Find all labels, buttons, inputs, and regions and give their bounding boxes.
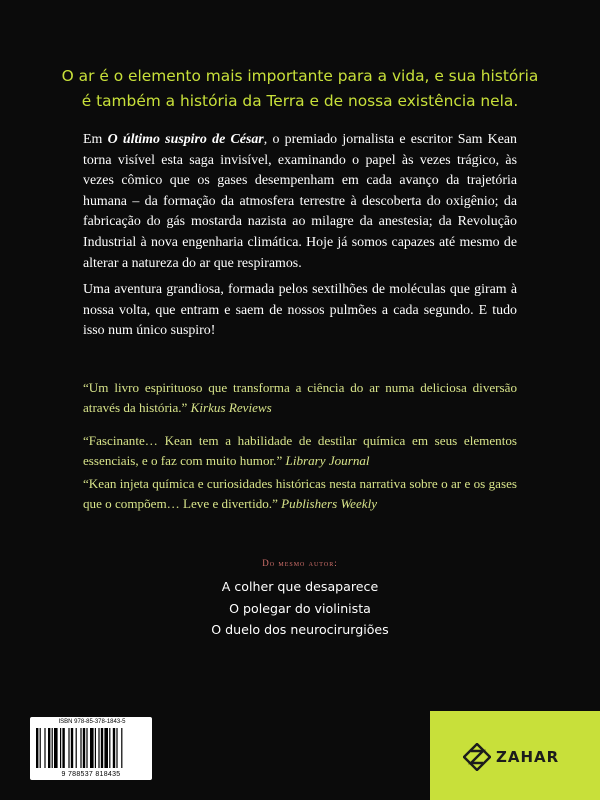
review-quote	[83, 474, 517, 514]
barcode-bar	[76, 728, 77, 768]
same-author-heading: Do mesmo autor:	[262, 558, 338, 568]
barcode-digits: 9 788537 818435	[61, 771, 121, 778]
barcode-bar	[80, 728, 81, 768]
review-source: Kirkus Reviews	[190, 400, 272, 415]
publisher-name: ZAHAR	[496, 748, 560, 766]
barcode-bar	[95, 728, 96, 768]
barcode-bar	[62, 728, 64, 768]
other-book-title: O polegar do violinista	[229, 600, 371, 616]
barcode-bar	[104, 728, 108, 768]
barcode-bar	[52, 728, 53, 768]
barcode-bar	[44, 728, 45, 768]
synopsis-paragraph-1	[83, 130, 517, 274]
other-book-title: A colher que desaparece	[221, 579, 379, 594]
review-text: “Fascinante… Kean tem a habilidade de destilar química em seus elementos essenciais, e o faz com muito humor.”	[83, 433, 517, 468]
paragraph-text: , o premiado jornalista e escritor Sam Kean torna visível esta saga invisível, examinando o papel às vezes trágico, às vezes cômico que os gases desempenham em cada avanço da trajetória humana – da formação da atmosfera terrestre à descoberta do oxigênio; da fabricação do gás mostarda nazista ao milagre da anestesia; da Revolução Industrial à nova engenharia climática. Hoje já somos capazes até mesmo de alterar a natureza do ar que respiramos.	[83, 132, 517, 271]
barcode-bar	[40, 728, 41, 768]
lead-line: O ar é o elemento mais importante para a vida, e sua história	[61, 67, 539, 85]
barcode-bars	[36, 728, 146, 768]
other-book-title: O duelo dos neurocirurgiões	[211, 622, 389, 637]
barcode-bar	[36, 728, 38, 768]
barcode-bar	[83, 728, 85, 768]
isbn-label: ISBN 978-85-378-1843-5	[58, 719, 126, 725]
barcode-bar	[48, 728, 50, 768]
review-text: “Um livro espirituoso que transforma a ciência do ar numa deliciosa diversão através da história.”	[83, 380, 517, 415]
other-books-list	[0, 576, 600, 641]
paragraph-prefix: Em	[83, 132, 108, 147]
barcode-bar	[68, 728, 69, 768]
barcode-bar	[54, 728, 58, 768]
publisher-badge	[430, 711, 600, 800]
barcode	[30, 717, 152, 780]
review-source: Publishers Weekly	[281, 496, 378, 511]
barcode-bar	[113, 728, 115, 768]
barcode-bar	[116, 728, 117, 768]
review-text: “Kean injeta química e curiosidades históricas nesta narrativa sobre o ar e os gases que o compõem… Leve e divertido.”	[83, 476, 517, 511]
publisher-logo-icon	[463, 743, 491, 771]
lead-statement	[40, 64, 560, 114]
barcode-bar	[90, 728, 94, 768]
barcode-bar	[109, 728, 110, 768]
synopsis-paragraph-2: Uma aventura grandiosa, formada pelos sextilhões de moléculas que giram à nossa volta, que entram e saem de nossos pulmões a cada segundo. E tudo isso num único suspiro!	[83, 282, 517, 339]
review-quote	[83, 431, 517, 471]
barcode-bar	[121, 728, 122, 768]
review-quote	[83, 378, 517, 418]
barcode-bar	[71, 728, 73, 768]
barcode-bar	[86, 728, 87, 768]
lead-line: é também a história da Terra e de nossa existência nela.	[81, 92, 519, 110]
barcode-bar	[60, 728, 61, 768]
book-title: O último suspiro de César	[107, 132, 264, 147]
barcode-bar	[101, 728, 103, 768]
barcode-bar	[98, 728, 99, 768]
review-source: Library Journal	[285, 453, 370, 468]
